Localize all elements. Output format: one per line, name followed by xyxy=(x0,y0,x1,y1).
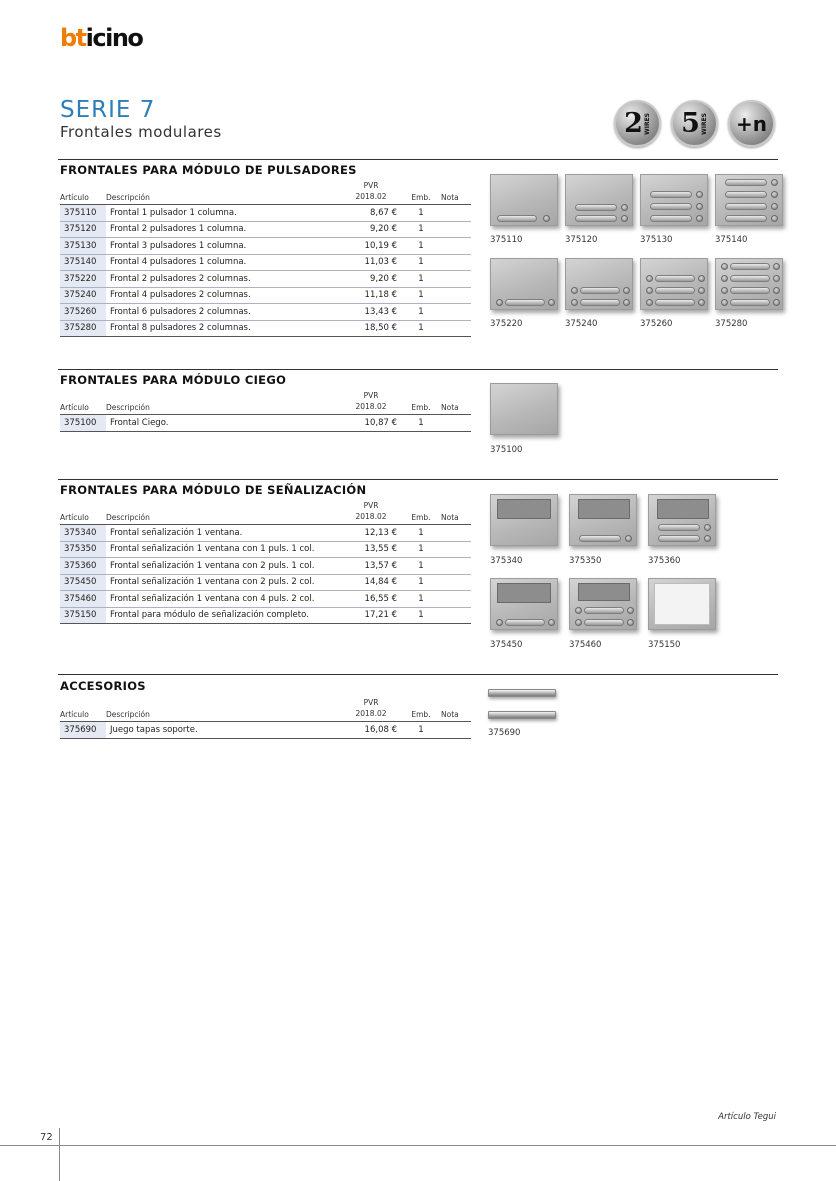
col-articulo: Artículo xyxy=(60,193,89,202)
table-row: 375260 Frontal 6 pulsadores 2 columnas. 13,43 € 1 xyxy=(60,304,471,321)
table-senalizacion: Artículo Descripción PVR 2018.02 Emb. Nota 375340 Frontal señalización 1 ventana. 12,13 € 1 375350 Frontal señalización 1 ventana con 1 puls. 1 col. 13,55 € 1 375360 Frontal señalización 1 ventana con 2 puls. 1 col. 13,57 € 1 375450 Frontal señalización 1 ventana con 2 puls. 2 col. 14,84 € 1 375460 Frontal señalización 1 ventana con 4 puls. 2 col. 16,55 € 1 375150 Frontal para módulo de señalización completo. 17,21 € 1 xyxy=(60,500,471,624)
table-row: 375110 Frontal 1 pulsador 1 columna. 8,67 € 1 xyxy=(60,205,471,222)
section-title-ciego: FRONTALES PARA MÓDULO CIEGO xyxy=(60,373,287,387)
table-row: 375690 Juego tapas soporte. 16,08 € 1 xyxy=(60,722,471,739)
table-row: 375360 Frontal señalización 1 ventana con 2 puls. 1 col. 13,57 € 1 xyxy=(60,558,471,575)
5-wires-badge: 5 WIRES xyxy=(671,100,718,147)
table-row: 375460 Frontal señalización 1 ventana con 4 puls. 2 col. 16,55 € 1 xyxy=(60,591,471,608)
table-ciego: Artículo Descripción PVR 2018.02 Emb. Nota 375100 Frontal Ciego. 10,87 € 1 xyxy=(60,390,471,432)
footer-vertical-divider xyxy=(59,1128,60,1181)
2-wires-badge: 2 WIRES xyxy=(614,100,661,147)
system-badges xyxy=(614,100,775,147)
col-emb: Emb. xyxy=(411,193,431,202)
table-row: 375350 Frontal señalización 1 ventana con 1 puls. 1 col. 13,55 € 1 xyxy=(60,541,471,558)
plus-n-badge: +n xyxy=(728,100,775,147)
page-number: 72 xyxy=(40,1132,53,1143)
section-divider xyxy=(58,479,778,480)
table-row: 375220 Frontal 2 pulsadores 2 columnas. 9,20 € 1 xyxy=(60,271,471,288)
table-row: 375240 Frontal 4 pulsadores 2 columnas. 11,18 € 1 xyxy=(60,287,471,304)
footer-divider xyxy=(0,1145,836,1146)
section-divider xyxy=(58,674,778,675)
table-row: 375340 Frontal señalización 1 ventana. 12,13 € 1 xyxy=(60,525,471,542)
table-row: 375450 Frontal señalización 1 ventana con 2 puls. 2 col. 14,84 € 1 xyxy=(60,574,471,591)
table-row: 375150 Frontal para módulo de señalización completo. 17,21 € 1 xyxy=(60,607,471,624)
bticino-logo: bticino xyxy=(60,24,143,52)
section-title-senalizacion: FRONTALES PARA MÓDULO DE SEÑALIZACIÓN xyxy=(60,483,367,497)
col-pvr: PVR 2018.02 xyxy=(355,181,387,201)
section-divider xyxy=(58,159,778,160)
table-row: 375120 Frontal 2 pulsadores 1 columna. 9,20 € 1 xyxy=(60,221,471,238)
page-subtitle: Frontales modulares xyxy=(60,123,222,141)
table-accesorios: Artículo Descripción PVR 2018.02 Emb. Nota 375690 Juego tapas soporte. 16,08 € 1 xyxy=(60,697,471,739)
table-row: 375100 Frontal Ciego. 10,87 € 1 xyxy=(60,415,471,432)
page-title: SERIE 7 xyxy=(60,97,156,123)
col-nota: Nota xyxy=(441,193,459,202)
col-descripcion: Descripción xyxy=(106,193,150,202)
section-title-pulsadores: FRONTALES PARA MÓDULO DE PULSADORES xyxy=(60,163,357,177)
table-row: 375140 Frontal 4 pulsadores 1 columna. 11,03 € 1 xyxy=(60,254,471,271)
table-pulsadores xyxy=(60,180,471,337)
table-row: 375280 Frontal 8 pulsadores 2 columnas. 18,50 € 1 xyxy=(60,320,471,337)
section-divider xyxy=(58,369,778,370)
section-title-accesorios: ACCESORIOS xyxy=(60,679,146,693)
footer-note: Artículo Tegui xyxy=(718,1112,776,1122)
table-row: 375130 Frontal 3 pulsadores 1 columna. 10,19 € 1 xyxy=(60,238,471,255)
